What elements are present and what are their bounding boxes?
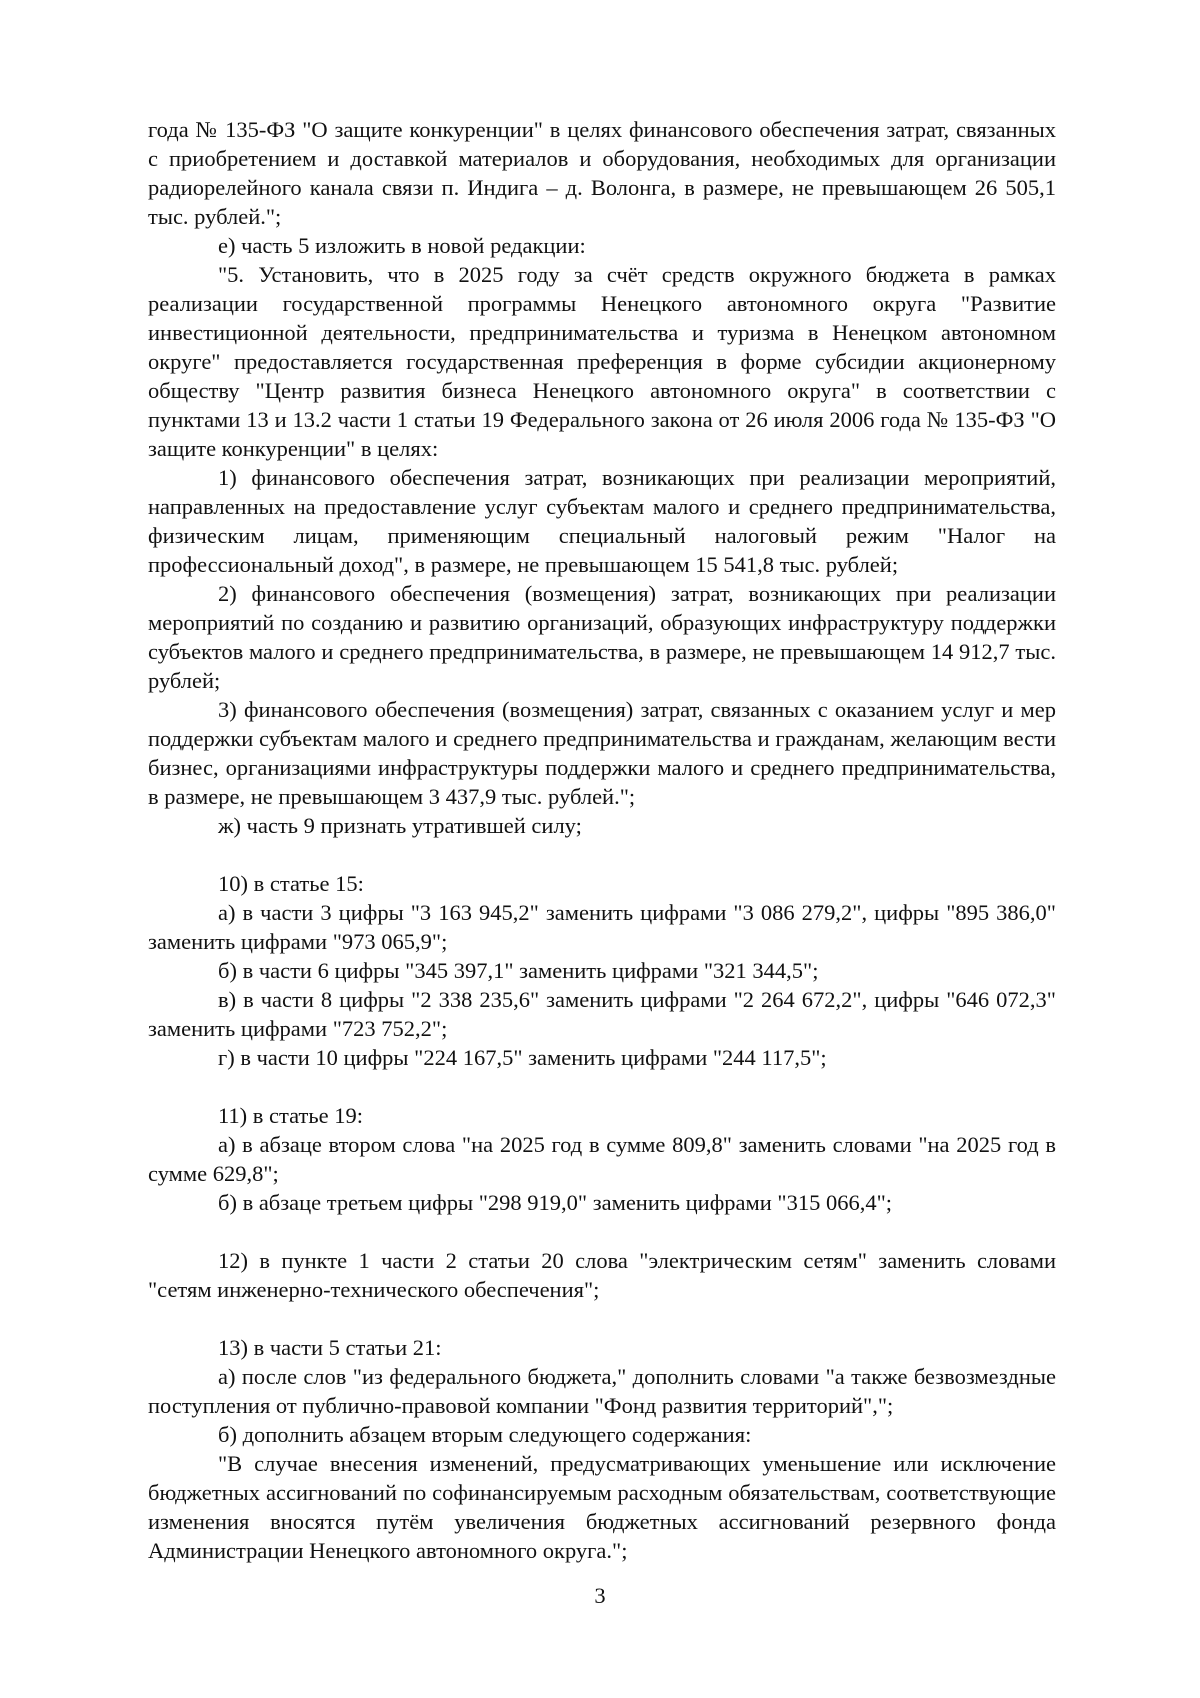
paragraph-article-19-b: б) в абзаце третьем цифры "298 919,0" заменить цифрами "315 066,4"; — [218, 1190, 893, 1215]
paragraph-item-e: е) часть 5 изложить в новой редакции: — [218, 233, 586, 258]
paragraph-article-15-g: г) в части 10 цифры "224 167,5" заменить цифрами "244 117,5"; — [218, 1045, 827, 1070]
paragraph-item-zh: ж) часть 9 признать утратившей силу; — [218, 813, 582, 838]
paragraph-article-21: 13) в части 5 статьи 21: — [218, 1335, 442, 1360]
page-number: 3 — [594, 1583, 606, 1608]
paragraph-article-20: 12) в пункте 1 части 2 статьи 20 слова "электрическим сетям" заменить словами "сетям инженерно-технического обеспечения"; — [148, 1248, 1056, 1302]
paragraph-article-21-quote: "В случае внесения изменений, предусматривающих уменьшение или исключение бюджетных ассигнований по софинансируемым расходным обязательствам, соответствующие изменения вносятся путём увеличения бюджетных ассигнований резервного фонда Администрации Ненецкого автономного округа."; — [148, 1451, 1056, 1563]
paragraph-article-15-b: б) в части 6 цифры "345 397,1" заменить цифрами "321 344,5"; — [218, 958, 819, 983]
paragraph-article-15-a: а) в части 3 цифры "3 163 945,2" заменить цифрами "3 086 279,2", цифры "895 386,0" заменить цифрами "973 065,9"; — [148, 900, 1056, 954]
paragraph-article-15-v: в) в части 8 цифры "2 338 235,6" заменить цифрами "2 264 672,2", цифры "646 072,3" заменить цифрами "723 752,2"; — [148, 987, 1056, 1041]
paragraph-article-19: 11) в статье 19: — [218, 1103, 363, 1128]
paragraph-article-15: 10) в статье 15: — [218, 871, 364, 896]
paragraph-subitem-3: 3) финансового обеспечения (возмещения) затрат, связанных с оказанием услуг и мер поддержки субъектам малого и среднего предпринимательства и гражданам, желающим вести бизнес, организациями инфраструктуры поддержки малого и среднего предпринимательства, в размере, не превышающем 3 437,9 тыс. рублей."; — [148, 697, 1056, 809]
paragraph-continuation: года № 135-ФЗ "О защите конкуренции" в целях финансового обеспечения затрат, связанных с приобретением и доставкой материалов и оборудования, необходимых для организации радиорелейного канала связи п. Индига – д. Волонга, в размере, не превышающем 26 505,1 тыс. рублей."; — [148, 117, 1056, 229]
paragraph-article-21-a: а) после слов "из федерального бюджета," дополнить словами "а также безвозмездные поступления от публично-правовой компании "Фонд развития территорий","; — [148, 1364, 1056, 1418]
paragraph-article-21-b: б) дополнить абзацем вторым следующего содержания: — [218, 1422, 752, 1447]
paragraph-article-19-a: а) в абзаце втором слова "на 2025 год в сумме 809,8" заменить словами "на 2025 год в сумме 629,8"; — [148, 1132, 1056, 1186]
paragraph-subitem-2: 2) финансового обеспечения (возмещения) затрат, возникающих при реализации мероприятий по созданию и развитию организаций, образующих инфраструктуру поддержки субъектов малого и среднего предпринимательства, в размере, не превышающем 14 912,7 тыс. рублей; — [148, 581, 1056, 693]
document-body — [148, 115, 1056, 1565]
paragraph-part-5: "5. Установить, что в 2025 году за счёт средств окружного бюджета в рамках реализации государственной программы Ненецкого автономного округа "Развитие инвестиционной деятельности, предпринимательства и туризма в Ненецком автономном округе" предоставляется государственная преференция в форме субсидии акционерному обществу "Центр развития бизнеса Ненецкого автономного округа" в соответствии с пунктами 13 и 13.2 части 1 статьи 19 Федерального закона от 26 июля 2006 года № 135-ФЗ "О защите конкуренции" в целях: — [148, 262, 1056, 461]
paragraph-subitem-1: 1) финансового обеспечения затрат, возникающих при реализации мероприятий, направленных на предоставление услуг субъектам малого и среднего предпринимательства, физическим лицам, применяющим специальный налоговый режим "Налог на профессиональный доход", в размере, не превышающем 15 541,8 тыс. рублей; — [148, 465, 1056, 577]
